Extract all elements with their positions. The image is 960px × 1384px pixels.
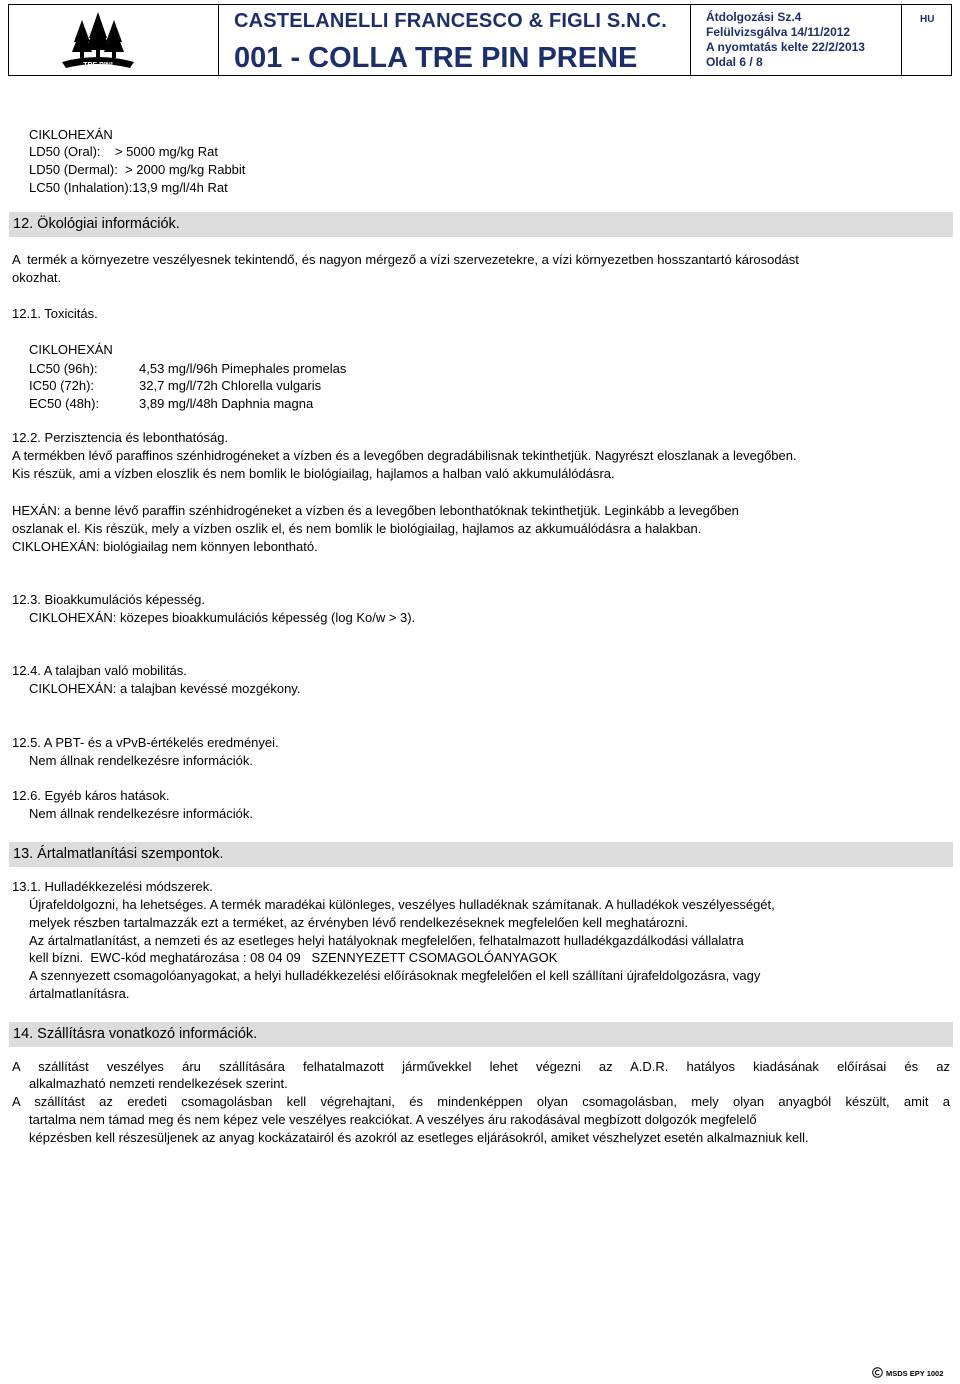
tox-line-3: LC50 (Inhalation):13,9 mg/l/4h Rat — [29, 180, 228, 195]
header-bottom-rule — [8, 75, 952, 76]
s12-1-value-3: 3,89 mg/l/48h Daphnia magna — [139, 396, 314, 411]
s14-line-2: alkalmazható nemzeti rendelkezések szerint. — [29, 1076, 288, 1091]
s12-1-value-1: 4,53 mg/l/96h Pimephales promelas — [139, 361, 347, 376]
s12-3-text: CIKLOHEXÁN: közepes bioakkumulációs képesség (log Ko/w > 3). — [29, 610, 416, 625]
s12-intro-line-1: A termék a környezetre veszélyesnek tekintendő, és nagyon mérgező a vízi szervezetekre, a vízi környezetben hosszantartó károsodást — [12, 252, 799, 267]
s12-4-text: CIKLOHEXÁN: a talajban kevéssé mozgékony. — [29, 681, 301, 696]
s13-line-4: kell bízni. EWC-kód meghatározása : 08 04 09 SZENNYEZETT CSOMAGOLÓANYAGOK — [29, 950, 558, 965]
language-code: HU — [920, 14, 935, 25]
s14-line-5: képzésben kell részesüljenek az anyag kockázatairól és azokról az esetleges eljárásokról, amiket vészhelyzet esetén alkalmazniuk kell. — [29, 1130, 809, 1145]
copyright-icon — [872, 1367, 883, 1378]
s14-line-1: A szállítást veszélyes áru szállítására felhatalmazott járművekkel lehet végezni az A.D.R. hatályos kiadásának előírásai és az — [12, 1059, 950, 1074]
print-date: A nyomtatás kelte 22/2/2013 — [706, 40, 865, 54]
s13-line-3: Az ártalmatlanítást, a nemzeti és az esetleges helyi hatályoknak megfelelően, felhatalmazott hulladékgazdálkodási vállalatra — [29, 933, 744, 948]
s12-1-title: 12.1. Toxicitás. — [12, 306, 98, 321]
footer-code: MSDS EPY 1002 — [886, 1369, 944, 1378]
s13-line-2: melyek részben tartalmazzák ezt a terméket, az érvényben lévő rendelkezéseknek megfelelően kell meghatározni. — [29, 915, 689, 930]
s14-line-4: tartalma nem támad meg és nem képez vele veszélyes reakciókat. A veszélyes áru rakodásával megbízott dolgozók megfelelő — [29, 1112, 757, 1127]
s12-4-title: 12.4. A talajban való mobilitás. — [12, 663, 187, 678]
review-date: Felülvizsgálva 14/11/2012 — [706, 25, 851, 39]
section-13-heading: 13. Ártalmatlanítási szempontok. — [9, 842, 953, 867]
company-name: CASTELANELLI FRANCESCO & FIGLI S.N.C. — [234, 10, 667, 32]
section-12-heading: 12. Ökológiai információk. — [9, 212, 953, 237]
s13-1-title: 13.1. Hulladékkezelési módszerek. — [12, 879, 213, 894]
header-divider-logo — [218, 4, 219, 76]
s12-2-line-1: A termékben lévő paraffinos szénhidrogéneket a vízben és a levegőben degradábilisnak tekinthetjük. Nagyrészt eloszlanak a levegőben. — [12, 448, 797, 463]
header-divider-lang — [901, 4, 902, 76]
document-header — [8, 4, 952, 76]
s12-1-value-2: 32,7 mg/l/72h Chlorella vulgaris — [139, 378, 322, 393]
s12-2-line-2: Kis részük, ami a vízben eloszlik és nem bomlik le biológiailag, hajlamos a halban való akkumulálódásra. — [12, 466, 615, 481]
revision-number: Átdolgozási Sz.4 — [706, 10, 802, 24]
s12-5-title: 12.5. A PBT- és a vPvB-értékelés eredményei. — [12, 735, 279, 750]
section-14-heading: 14. Szállításra vonatkozó információk. — [9, 1022, 953, 1047]
header-left-rule — [8, 4, 9, 76]
s12-6-title: 12.6. Egyéb káros hatások. — [12, 788, 170, 803]
tre-pini-logo — [58, 12, 138, 70]
s12-2-hexan-line-1: HEXÁN: a benne lévő paraffin szénhidrogéneket a vízben és a levegőben lebonthatóknak tekinthetjük. Leginkább a levegőben — [12, 503, 739, 518]
s12-1-label-3: EC50 (48h): — [29, 396, 100, 411]
s12-6-text: Nem állnak rendelkezésre információk. — [29, 806, 253, 821]
s12-1-label-2: IC50 (72h): — [29, 378, 95, 393]
tox-substance: CIKLOHEXÁN — [29, 127, 113, 142]
header-right-rule — [951, 4, 952, 76]
s12-3-title: 12.3. Bioakkumulációs képesség. — [12, 592, 205, 607]
page-number: Oldal 6 / 8 — [706, 55, 763, 69]
s12-5-text: Nem állnak rendelkezésre információk. — [29, 753, 253, 768]
s12-1-substance: CIKLOHEXÁN — [29, 342, 113, 357]
s12-2-cyclohexan-line: CIKLOHEXÁN: biológiailag nem könnyen lebontható. — [12, 539, 318, 554]
product-name: 001 - COLLA TRE PIN PRENE — [234, 42, 638, 74]
s12-2-title: 12.2. Perzisztencia és lebonthatóság. — [12, 430, 229, 445]
s12-2-hexan-line-2: oszlanak el. Kis részük, mely a vízben oszlik el, és nem bomlik le biológiailag, hajlamos az akkumuálódásra a halakban. — [12, 521, 702, 536]
s14-line-3: A szállítást az eredeti csomagolásban kell végrehajtani, és mindenképpen olyan csomagolásban, mely olyan anyagból készült, amit a — [12, 1094, 950, 1109]
svg-text:TRE PINI: TRE PINI — [83, 62, 113, 69]
s12-intro-line-2: okozhat. — [12, 270, 62, 285]
s13-line-6: ártalmatlanításra. — [29, 986, 130, 1001]
tox-line-1: LD50 (Oral): > 5000 mg/kg Rat — [29, 144, 218, 159]
s13-line-1: Újrafeldolgozni, ha lehetséges. A termék maradékai különleges, veszélyes hulladéknak számítanak. A hulladékok veszélyességét, — [29, 897, 775, 912]
tox-line-2: LD50 (Dermal): > 2000 mg/kg Rabbit — [29, 162, 246, 177]
s12-1-label-1: LC50 (96h): — [29, 361, 98, 376]
s13-line-5: A szennyezett csomagolóanyagokat, a helyi hulladékkezelési előírásoknak megfelelően el kell szállítani újrafeldolgozásra, vagy — [29, 968, 761, 983]
header-top-rule — [8, 4, 952, 5]
header-divider-meta — [690, 4, 691, 76]
